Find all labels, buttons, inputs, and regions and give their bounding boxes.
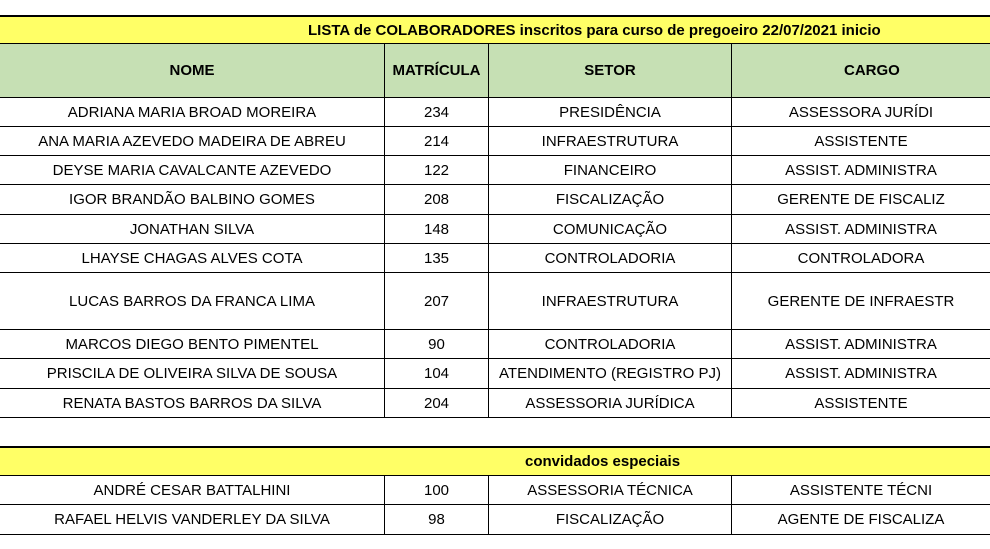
cell-nome[interactable]: RENATA BASTOS BARROS DA SILVA	[0, 389, 385, 417]
cell-matricula[interactable]: 214	[385, 127, 489, 155]
cell-matricula[interactable]: 122	[385, 156, 489, 184]
list-title-bar[interactable]	[0, 15, 990, 44]
cell-setor[interactable]: COMUNICAÇÃO	[489, 215, 732, 243]
cell-setor[interactable]: ASSESSORIA JURÍDICA	[489, 389, 732, 417]
table-row	[0, 244, 990, 273]
cell-cargo[interactable]: ASSIST. ADMINISTRA	[785, 335, 937, 353]
column-header-row	[0, 44, 990, 98]
table-row	[0, 156, 990, 185]
cell-cargo[interactable]: ASSESSORA JURÍDI	[788, 103, 934, 121]
cell-nome[interactable]: ANDRÉ CESAR BATTALHINI	[0, 476, 385, 504]
cell-cargo[interactable]: ASSIST. ADMINISTRA	[785, 220, 937, 238]
cell-matricula[interactable]: 148	[385, 215, 489, 243]
cell-nome[interactable]: LUCAS BARROS DA FRANCA LIMA	[0, 273, 385, 329]
cell-cargo[interactable]: GERENTE DE FISCALIZ	[777, 191, 945, 208]
table-row	[0, 98, 990, 127]
cell-nome[interactable]: MARCOS DIEGO BENTO PIMENTEL	[0, 330, 385, 358]
cell-setor[interactable]: PRESIDÊNCIA	[489, 98, 732, 126]
cell-cargo[interactable]: AGENTE DE FISCALIZA	[777, 511, 945, 528]
cell-setor[interactable]: FISCALIZAÇÃO	[489, 505, 732, 534]
cell-cargo[interactable]: ASSISTENTE	[814, 132, 908, 150]
cell-setor[interactable]: CONTROLADORIA	[489, 244, 732, 272]
header-cargo[interactable]: CARGO	[844, 62, 900, 79]
cell-matricula[interactable]: 104	[385, 359, 489, 388]
list-title-rest: inscritos para curso de pregoeiro 22/07/2021 inicio	[515, 21, 881, 39]
cell-matricula[interactable]: 135	[385, 244, 489, 272]
cell-nome[interactable]: RAFAEL HELVIS VANDERLEY DA SILVA	[0, 505, 385, 534]
cell-matricula[interactable]: 208	[385, 185, 489, 214]
cell-setor[interactable]: CONTROLADORIA	[489, 330, 732, 358]
cell-nome[interactable]: LHAYSE CHAGAS ALVES COTA	[0, 244, 385, 272]
header-setor[interactable]: SETOR	[489, 44, 732, 97]
cell-cargo[interactable]: GERENTE DE INFRAESTR	[767, 292, 955, 310]
cell-setor[interactable]: FISCALIZAÇÃO	[489, 185, 732, 214]
list-title-prefix: LISTA de COLABORADORES	[308, 21, 516, 39]
cell-nome[interactable]: JONATHAN SILVA	[0, 215, 385, 243]
cell-cargo[interactable]: ASSIST. ADMINISTRA	[785, 161, 937, 179]
cell-cargo[interactable]: ASSISTENTE	[814, 394, 908, 412]
cell-matricula[interactable]: 207	[385, 273, 489, 329]
cell-nome[interactable]: PRISCILA DE OLIVEIRA SILVA DE SOUSA	[0, 359, 385, 388]
cell-setor[interactable]: ASSESSORIA TÉCNICA	[489, 476, 732, 504]
cell-matricula[interactable]: 204	[385, 389, 489, 417]
cell-cargo[interactable]: CONTROLADORA	[797, 249, 925, 267]
cell-matricula[interactable]: 98	[385, 505, 489, 534]
cell-matricula[interactable]: 90	[385, 330, 489, 358]
cell-nome[interactable]: ADRIANA MARIA BROAD MOREIRA	[0, 98, 385, 126]
table-row	[0, 273, 990, 330]
cell-cargo[interactable]: ASSIST. ADMINISTRA	[785, 365, 937, 382]
table-row	[0, 389, 990, 418]
cell-cargo[interactable]: ASSISTENTE TÉCNI	[789, 481, 933, 499]
cell-matricula[interactable]: 100	[385, 476, 489, 504]
table-row	[0, 330, 990, 359]
table-row	[0, 185, 990, 215]
cell-nome[interactable]: DEYSE MARIA CAVALCANTE AZEVEDO	[0, 156, 385, 184]
cell-setor[interactable]: INFRAESTRUTURA	[489, 273, 732, 329]
table-row	[0, 215, 990, 244]
cell-nome[interactable]: IGOR BRANDÃO BALBINO GOMES	[0, 185, 385, 214]
cell-nome[interactable]: ANA MARIA AZEVEDO MADEIRA DE ABREU	[0, 127, 385, 155]
list-title	[308, 22, 881, 39]
header-matricula[interactable]: MATRÍCULA	[385, 44, 489, 97]
cell-matricula[interactable]: 234	[385, 98, 489, 126]
cell-setor[interactable]: INFRAESTRUTURA	[489, 127, 732, 155]
table-row	[0, 359, 990, 389]
guest-row	[0, 476, 990, 505]
guests-title-bar[interactable]	[0, 446, 990, 476]
header-nome[interactable]: NOME	[0, 44, 385, 97]
cell-setor[interactable]: ATENDIMENTO (REGISTRO PJ)	[489, 359, 732, 388]
guests-title: convidados especiais	[525, 453, 681, 470]
guest-row	[0, 505, 990, 535]
table-row	[0, 127, 990, 156]
cell-setor[interactable]: FINANCEIRO	[489, 156, 732, 184]
